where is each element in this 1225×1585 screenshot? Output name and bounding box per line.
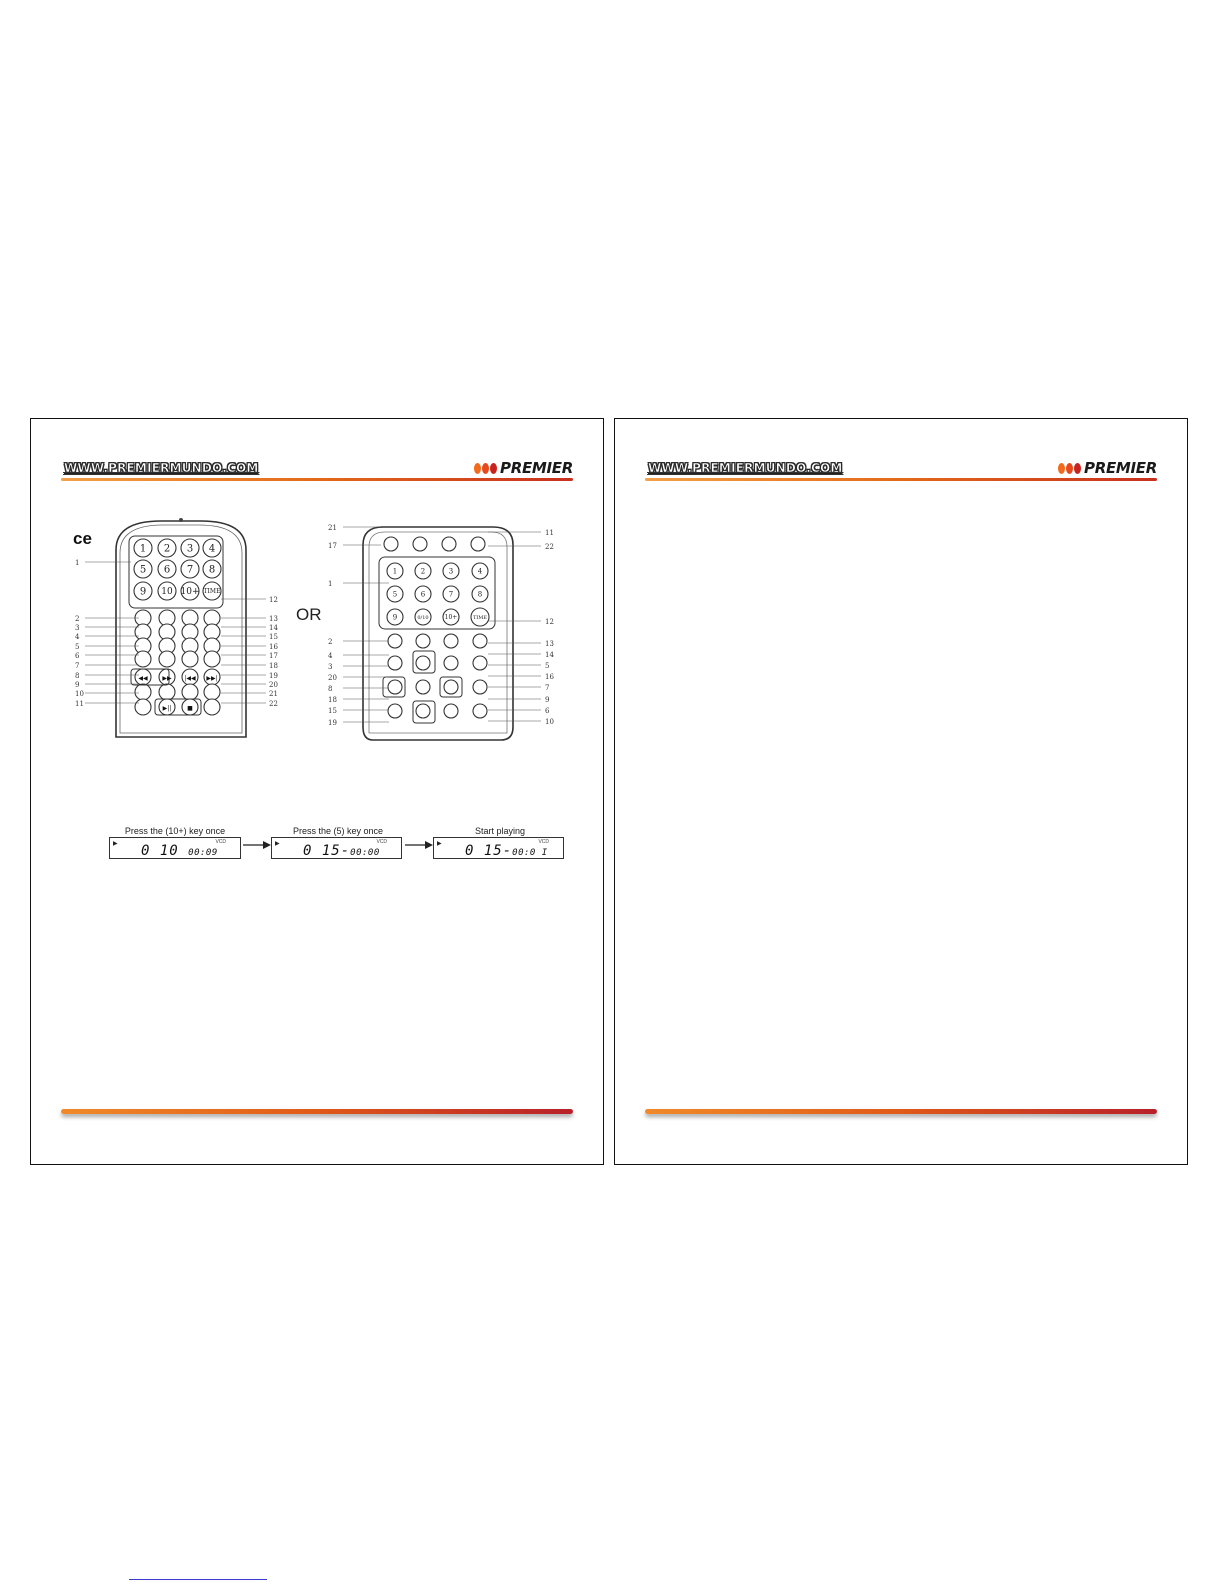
remote-key-label: TIME (203, 588, 221, 596)
callout-number: 5 (75, 643, 80, 651)
remote-control-diagram-b (323, 515, 563, 750)
remote-key-label: 9 (139, 586, 147, 598)
callout-number: 20 (328, 674, 337, 682)
remote-key-label: 1 (392, 567, 398, 576)
callout-number: 15 (328, 707, 337, 715)
callout-number: 2 (75, 615, 80, 623)
remote-key (182, 651, 198, 667)
lcd-track: 0 15- (465, 843, 513, 859)
callout-number: 19 (328, 719, 337, 727)
play-icon: ▶ (437, 841, 442, 847)
lcd-mode-label: VCD (376, 839, 387, 845)
website-url[interactable]: WWW.PREMIERMUNDO.COM (648, 461, 843, 475)
remote-key (416, 704, 430, 718)
lcd-readout (303, 843, 380, 859)
callout-number: 15 (269, 633, 278, 641)
remote-key-label: 3 (448, 567, 454, 576)
remote-key (473, 656, 487, 670)
remote-key (473, 704, 487, 718)
callout-number: 7 (75, 662, 80, 670)
remote-key (444, 634, 458, 648)
lcd-time: 00:00 (350, 848, 380, 858)
lcd-step-caption: Start playing (474, 826, 526, 836)
lcd-mode-label: VCD (538, 839, 549, 845)
callout-number: 16 (269, 643, 278, 651)
lcd-readout (141, 843, 218, 859)
callout-number: 6 (75, 652, 80, 660)
remote-key (384, 537, 398, 551)
remote-key-label: 10 (161, 587, 173, 598)
callout-number: 10 (545, 718, 554, 726)
logo-dots-icon (1058, 463, 1081, 474)
remote-key-label: 0/10 (417, 614, 429, 621)
callout-number: 1 (75, 559, 80, 567)
lcd-track: 0 15- (303, 843, 351, 859)
remote-control-diagram-a (71, 515, 301, 745)
remote-key (388, 704, 402, 718)
callout-number: 9 (75, 681, 80, 689)
callout-number: 1 (328, 580, 333, 588)
lcd-time: 00:0 I (512, 848, 548, 858)
lcd-step-caption: Press the (10+) key once (124, 826, 226, 836)
remote-key (388, 680, 402, 694)
transport-icon: |◀◀ (184, 675, 196, 682)
remote-key-label: 10+ (444, 614, 458, 622)
callout-number: 7 (545, 684, 550, 692)
callout-number: 6 (545, 707, 550, 715)
callout-number: 4 (328, 652, 333, 660)
callout-number: 12 (545, 618, 554, 626)
callout-number: 19 (269, 672, 278, 680)
callout-number: 21 (328, 524, 337, 532)
callout-number: 18 (328, 696, 337, 704)
callout-number: 17 (269, 652, 278, 660)
brand-name: PREMIER (500, 459, 573, 477)
brand-name: PREMIER (1084, 459, 1157, 477)
transport-icon: ▶▶| (206, 675, 218, 682)
website-url[interactable]: WWW.PREMIERMUNDO.COM (64, 461, 259, 475)
lcd-display (271, 837, 402, 859)
lcd-readout (465, 843, 548, 859)
callout-number: 18 (269, 662, 278, 670)
callout-number: 8 (328, 685, 333, 693)
play-icon: ▶ (275, 841, 280, 847)
footer-rule (61, 1109, 573, 1114)
brand-logo (1058, 459, 1157, 477)
remote-key (473, 634, 487, 648)
manual-page-right (614, 418, 1188, 1165)
remote-key (135, 651, 151, 667)
brand-logo (474, 459, 573, 477)
callout-number: 9 (545, 696, 550, 704)
remote-key (135, 684, 151, 700)
remote-key (413, 537, 427, 551)
manual-page-left (30, 418, 604, 1165)
lcd-time: 00:09 (188, 848, 218, 858)
remote-key-label: 3 (186, 543, 194, 555)
callout-number: 14 (269, 624, 278, 632)
remote-key (204, 684, 220, 700)
callout-number: 8 (75, 672, 80, 680)
remote-key (416, 656, 430, 670)
remote-key (416, 680, 430, 694)
remote-key (444, 656, 458, 670)
lcd-step-caption: Press the (5) key once (292, 826, 384, 836)
callout-number: 4 (75, 633, 80, 641)
transport-icon: ▶|| (162, 705, 172, 712)
header-rule (645, 478, 1157, 481)
play-icon: ▶ (113, 841, 118, 847)
callout-number: 21 (269, 690, 278, 698)
callout-number: 11 (75, 700, 84, 708)
callout-number: 2 (328, 638, 333, 646)
remote-key (204, 699, 220, 715)
remote-key (416, 634, 430, 648)
remote-key (388, 634, 402, 648)
transport-icon: ▶▶ (162, 675, 172, 682)
lcd-mode-label: VCD (215, 839, 226, 845)
callout-number: 14 (545, 651, 554, 659)
arrow-right-icon (243, 839, 271, 851)
transport-icon: ■ (187, 705, 193, 712)
remote-key-label: 6 (163, 564, 171, 576)
arrow-right-icon (405, 839, 433, 851)
logo-dots-icon (474, 463, 497, 474)
callout-number: 13 (269, 615, 278, 623)
lcd-track: 0 10 (141, 843, 179, 859)
callout-number: 17 (328, 542, 337, 550)
remote-key (135, 699, 151, 715)
remote-key (473, 680, 487, 694)
remote-key-label: 7 (186, 564, 194, 576)
remote-key (159, 684, 175, 700)
remote-key-label: 1 (139, 543, 147, 555)
callout-number: 3 (328, 663, 333, 671)
footer-rule (645, 1109, 1157, 1114)
callout-number: 13 (545, 640, 554, 648)
remote-key (444, 680, 458, 694)
remote-key-label: 8 (208, 564, 216, 576)
callout-number: 10 (75, 690, 84, 698)
callout-number: 22 (545, 543, 554, 551)
remote-key-label: TIME (472, 614, 488, 621)
transport-icon: ◀◀ (138, 675, 148, 682)
remote-key-label: 8 (477, 590, 483, 599)
remote-key-label: 4 (477, 567, 483, 576)
remote-key (442, 537, 456, 551)
lcd-display (433, 837, 564, 859)
remote-key-label: 6 (420, 590, 426, 599)
remote-key-label: 7 (448, 590, 454, 599)
callout-number: 12 (269, 596, 278, 604)
remote-key-label: 4 (208, 543, 216, 555)
lcd-display (109, 837, 241, 859)
hyperlink-underline[interactable] (129, 1579, 267, 1580)
remote-key-label: 2 (420, 567, 426, 576)
remote-key (204, 651, 220, 667)
remote-key (159, 651, 175, 667)
callout-number: 20 (269, 681, 278, 689)
remote-key-label: 9 (392, 613, 398, 622)
callout-number: 5 (545, 662, 550, 670)
section-heading-fragment: ce (73, 529, 92, 548)
callout-number: 11 (545, 529, 554, 537)
callout-number: 16 (545, 673, 554, 681)
remote-key-label: 5 (139, 564, 147, 576)
or-label: OR (296, 605, 322, 624)
remote-key (471, 537, 485, 551)
remote-key-label: 5 (392, 590, 398, 599)
remote-key-label: 2 (163, 543, 171, 555)
remote-key (388, 656, 402, 670)
callout-number: 3 (75, 624, 80, 632)
remote-key-label: 10+ (180, 587, 200, 598)
remote-key (444, 704, 458, 718)
callout-number: 22 (269, 700, 278, 708)
header-rule (61, 478, 573, 481)
remote-key (182, 684, 198, 700)
